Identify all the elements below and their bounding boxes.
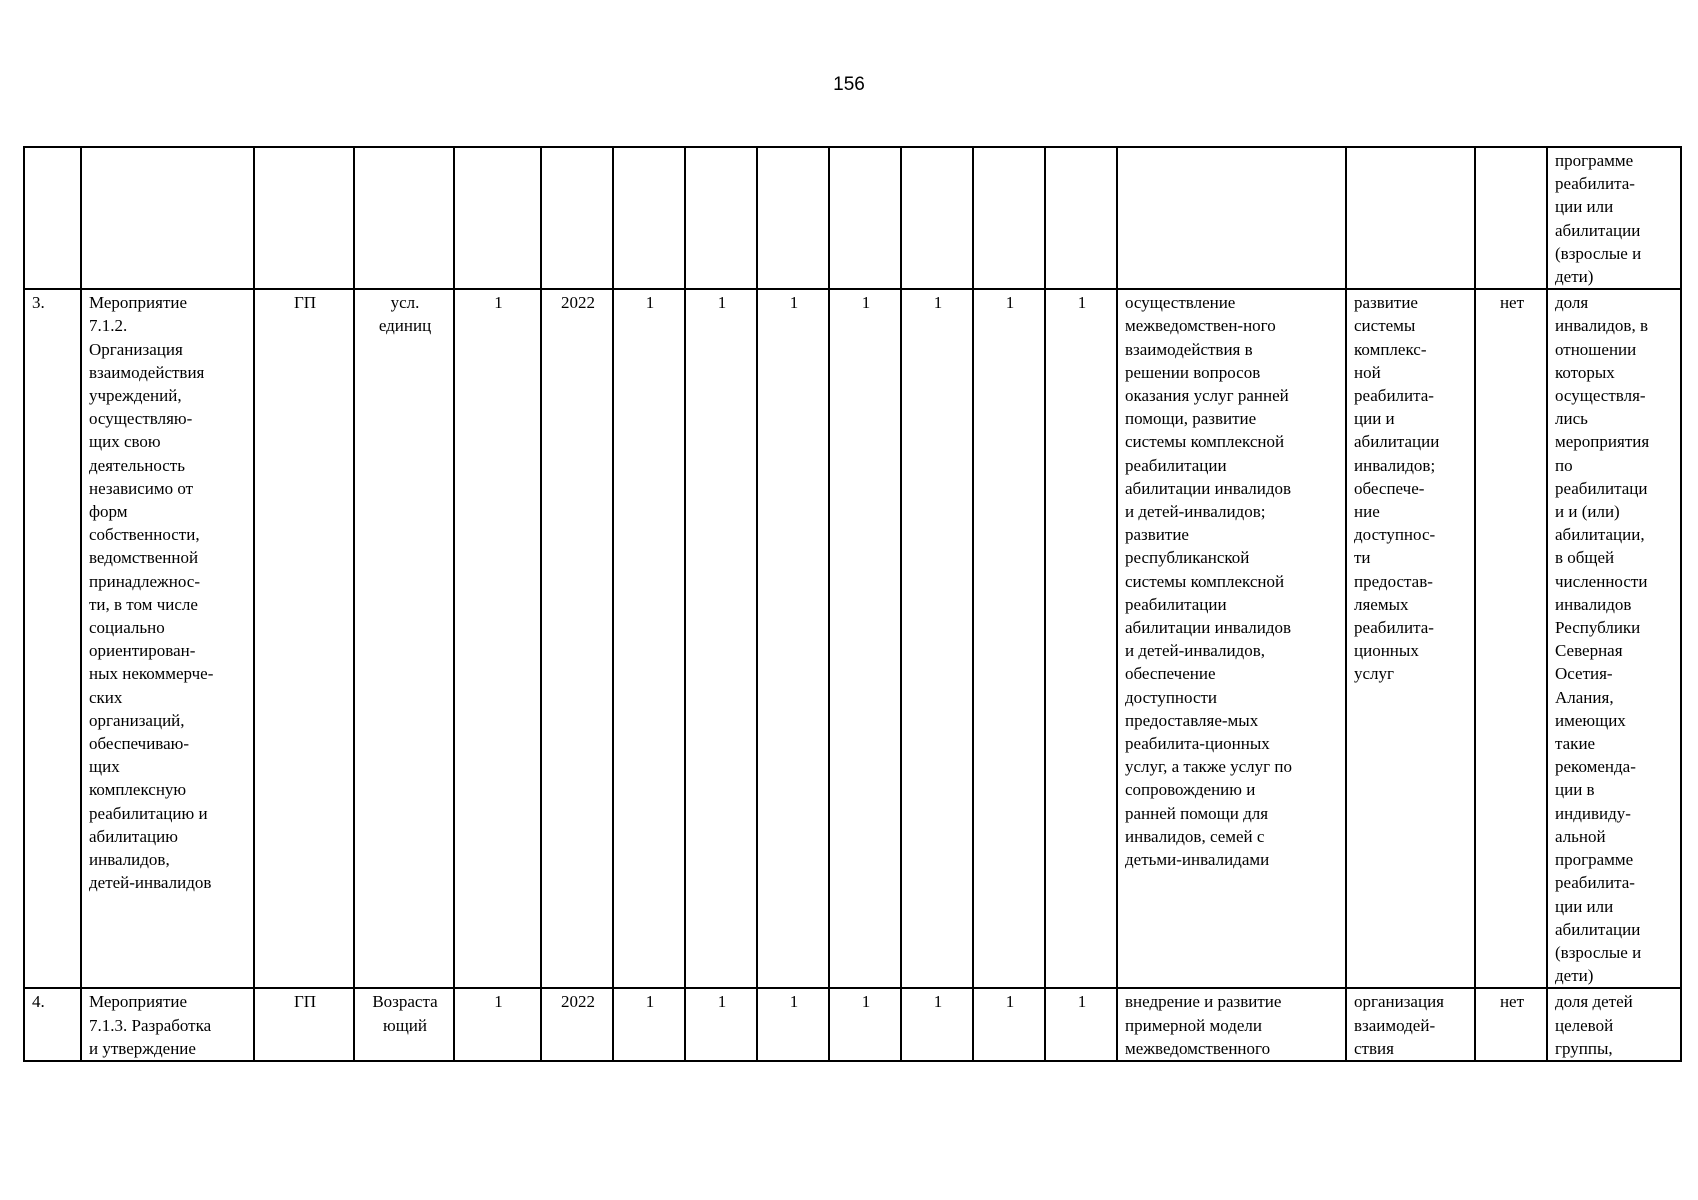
cell-year-value-3 (757, 147, 829, 289)
cell-event (81, 147, 254, 289)
cell-year-value-6: 1 (973, 988, 1045, 1061)
cell-year-value-1: 1 (613, 988, 685, 1061)
cell-number: 4. (24, 988, 81, 1061)
cell-indicator: доля детей целевой группы, (1547, 988, 1681, 1061)
cell-year-value-1: 1 (613, 289, 685, 988)
cell-year-value-6: 1 (973, 289, 1045, 988)
page-number: 156 (833, 74, 865, 95)
cell-link: нет (1475, 988, 1547, 1061)
cell-value: 1 (454, 289, 541, 988)
cell-direction: внедрение и развитие примерной модели межведомственного (1117, 988, 1346, 1061)
table-row (24, 147, 1681, 289)
cell-unit (354, 147, 454, 289)
cell-result (1346, 147, 1475, 289)
cell-link (1475, 147, 1547, 289)
measures-table (23, 146, 1682, 1062)
cell-year-value-7: 1 (1045, 289, 1117, 988)
cell-year-value-4: 1 (829, 289, 901, 988)
cell-result: организация взаимодей- ствия (1346, 988, 1475, 1061)
cell-year (541, 147, 613, 289)
cell-year-value-4: 1 (829, 988, 901, 1061)
cell-unit: Возраста ющий (354, 988, 454, 1061)
cell-indicator: программе реабилита- ции или абилитации (взрослые и дети) (1547, 147, 1681, 289)
cell-indicator: доля инвалидов, в отношении которых осуществля- лись мероприятия по реабилитаци и и (или) абилитации, в общей численности инвалидов Республики Северная Осетия- Алания, имеющих такие рекоменда- ции в индивиду- альной программе реабилита- ции или абилитации (взрослые и дети) (1547, 289, 1681, 988)
cell-year-value-5: 1 (901, 289, 973, 988)
table-row (24, 289, 1681, 988)
cell-executor: ГП (254, 289, 354, 988)
cell-value: 1 (454, 988, 541, 1061)
cell-executor (254, 147, 354, 289)
cell-year-value-5: 1 (901, 988, 973, 1061)
cell-year: 2022 (541, 289, 613, 988)
cell-unit: усл. единиц (354, 289, 454, 988)
cell-year-value-7: 1 (1045, 988, 1117, 1061)
cell-year-value-4 (829, 147, 901, 289)
cell-year-value-3: 1 (757, 988, 829, 1061)
cell-year-value-2: 1 (685, 988, 757, 1061)
cell-year-value-2: 1 (685, 289, 757, 988)
cell-direction: осуществление межведомствен-ного взаимодействия в решении вопросов оказания услуг ранней помощи, развитие системы комплексной реабилитации абилитации инвалидов и детей-инвалидов; развитие республиканской системы комплексной реабилитации абилитации инвалидов и детей-инвалидов, обеспечение доступности предоставляе-мых реабилита-ционных услуг, а также услуг по сопровождению и ранней помощи для инвалидов, семей с детьми-инвалидами (1117, 289, 1346, 988)
cell-year-value-7 (1045, 147, 1117, 289)
table-row (24, 988, 1681, 1061)
cell-year-value-2 (685, 147, 757, 289)
cell-event: Мероприятие 7.1.3. Разработка и утверждение (81, 988, 254, 1061)
cell-link: нет (1475, 289, 1547, 988)
cell-year-value-6 (973, 147, 1045, 289)
cell-event: Мероприятие 7.1.2. Организация взаимодействия учреждений, осуществляю- щих свою деятельность независимо от форм собственности, ведомственной принадлежнос- ти, в том числе социально ориентирован- ных некоммерче- ских организаций, обеспечиваю- щих комплексную реабилитацию и абилитацию инвалидов, детей-инвалидов (81, 289, 254, 988)
cell-direction (1117, 147, 1346, 289)
cell-number: 3. (24, 289, 81, 988)
cell-year-value-5 (901, 147, 973, 289)
cell-executor: ГП (254, 988, 354, 1061)
cell-value (454, 147, 541, 289)
cell-year: 2022 (541, 988, 613, 1061)
cell-year-value-3: 1 (757, 289, 829, 988)
cell-year-value-1 (613, 147, 685, 289)
cell-number (24, 147, 81, 289)
cell-result: развитие системы комплекс- ной реабилита- ции и абилитации инвалидов; обеспече- ние доступнос- ти предостав- ляемых реабилита- ционных услуг (1346, 289, 1475, 988)
